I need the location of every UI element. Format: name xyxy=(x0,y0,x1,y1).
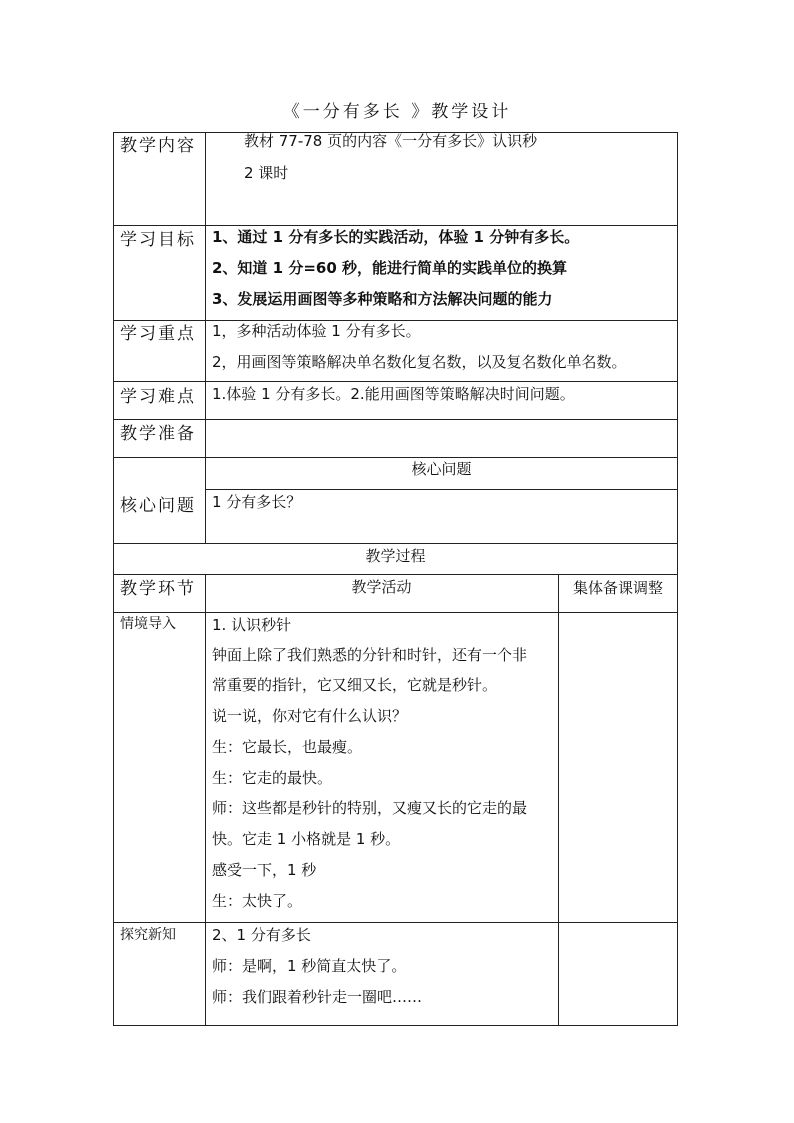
row-divider xyxy=(113,543,678,544)
core-header: 核心问题 xyxy=(411,460,472,478)
column-divider xyxy=(205,132,206,543)
difficulty-text: 1.体验 1 分有多长。2.能用画图等策略解决时间问题。 xyxy=(212,385,575,403)
row-divider xyxy=(113,612,678,613)
activity-line: 钟面上除了我们熟悉的分针和时针，还有一个非 xyxy=(212,646,528,664)
goal-1: 1、通过 1 分有多长的实践活动，体验 1 分钟有多长。 xyxy=(212,228,580,246)
process-title: 教学过程 xyxy=(365,547,426,565)
page-title: 《一分有多长 》教学设计 xyxy=(282,102,512,122)
row-divider xyxy=(205,489,678,490)
key-point-2: 2，用画图等策略解决单名数化复名数，以及复名数化单名数。 xyxy=(212,353,627,371)
row-divider xyxy=(113,574,678,575)
goal-3: 3、发展运用画图等多种策略和方法解决问题的能力 xyxy=(212,290,553,308)
activity-line: 说一说，你对它有什么认识？ xyxy=(212,707,408,725)
activity-line: 生：它走的最快。 xyxy=(212,769,333,787)
header-activity: 教学活动 xyxy=(351,578,412,596)
activity-line: 生：太快了。 xyxy=(212,892,303,910)
content-label: 教学内容 xyxy=(120,136,196,156)
goals-label: 学习目标 xyxy=(120,230,196,250)
activity-line: 常重要的指针，它又细又长，它就是秒针。 xyxy=(212,676,498,694)
activity-line: 感受一下，1 秒 xyxy=(212,861,317,879)
row-divider xyxy=(113,381,678,382)
row-divider xyxy=(113,419,678,420)
stage-label: 情境导入 xyxy=(120,616,176,632)
key-point-1: 1，多种活动体验 1 分有多长。 xyxy=(212,322,421,340)
activity-line: 1. 认识秒针 xyxy=(212,616,292,634)
activity-line: 2、1 分有多长 xyxy=(212,926,311,944)
activity-line: 师：这些都是秒针的特别，又瘦又长的它走的最 xyxy=(212,799,528,817)
activity-line: 师：是啊，1 秒简直太快了。 xyxy=(212,957,407,975)
activity-line: 快。它走 1 小格就是 1 秒。 xyxy=(212,830,401,848)
difficulty-label: 学习难点 xyxy=(120,387,196,407)
content-line-1: 教材 77-78 页的内容《一分有多长》认识秒 xyxy=(244,132,538,150)
prep-label: 教学准备 xyxy=(120,424,196,444)
row-divider xyxy=(113,225,678,226)
key-label: 学习重点 xyxy=(120,324,196,344)
column-divider xyxy=(205,574,206,1026)
content-line-2: 2 课时 xyxy=(244,164,289,182)
core-label: 核心问题 xyxy=(120,496,196,516)
header-stage: 教学环节 xyxy=(120,579,196,599)
activity-line: 师：我们跟着秒针走一圈吧…… xyxy=(212,988,423,1006)
row-divider xyxy=(113,320,678,321)
header-adjustment: 集体备课调整 xyxy=(572,579,663,597)
activity-line: 生：它最长，也最瘦。 xyxy=(212,738,363,756)
row-divider xyxy=(113,922,678,923)
core-question: 1 分有多长？ xyxy=(212,493,302,511)
stage-label: 探究新知 xyxy=(120,927,176,943)
row-divider xyxy=(113,457,678,458)
goal-2: 2、知道 1 分=60 秒，能进行简单的实践单位的换算 xyxy=(212,259,567,277)
column-divider xyxy=(558,574,559,1026)
